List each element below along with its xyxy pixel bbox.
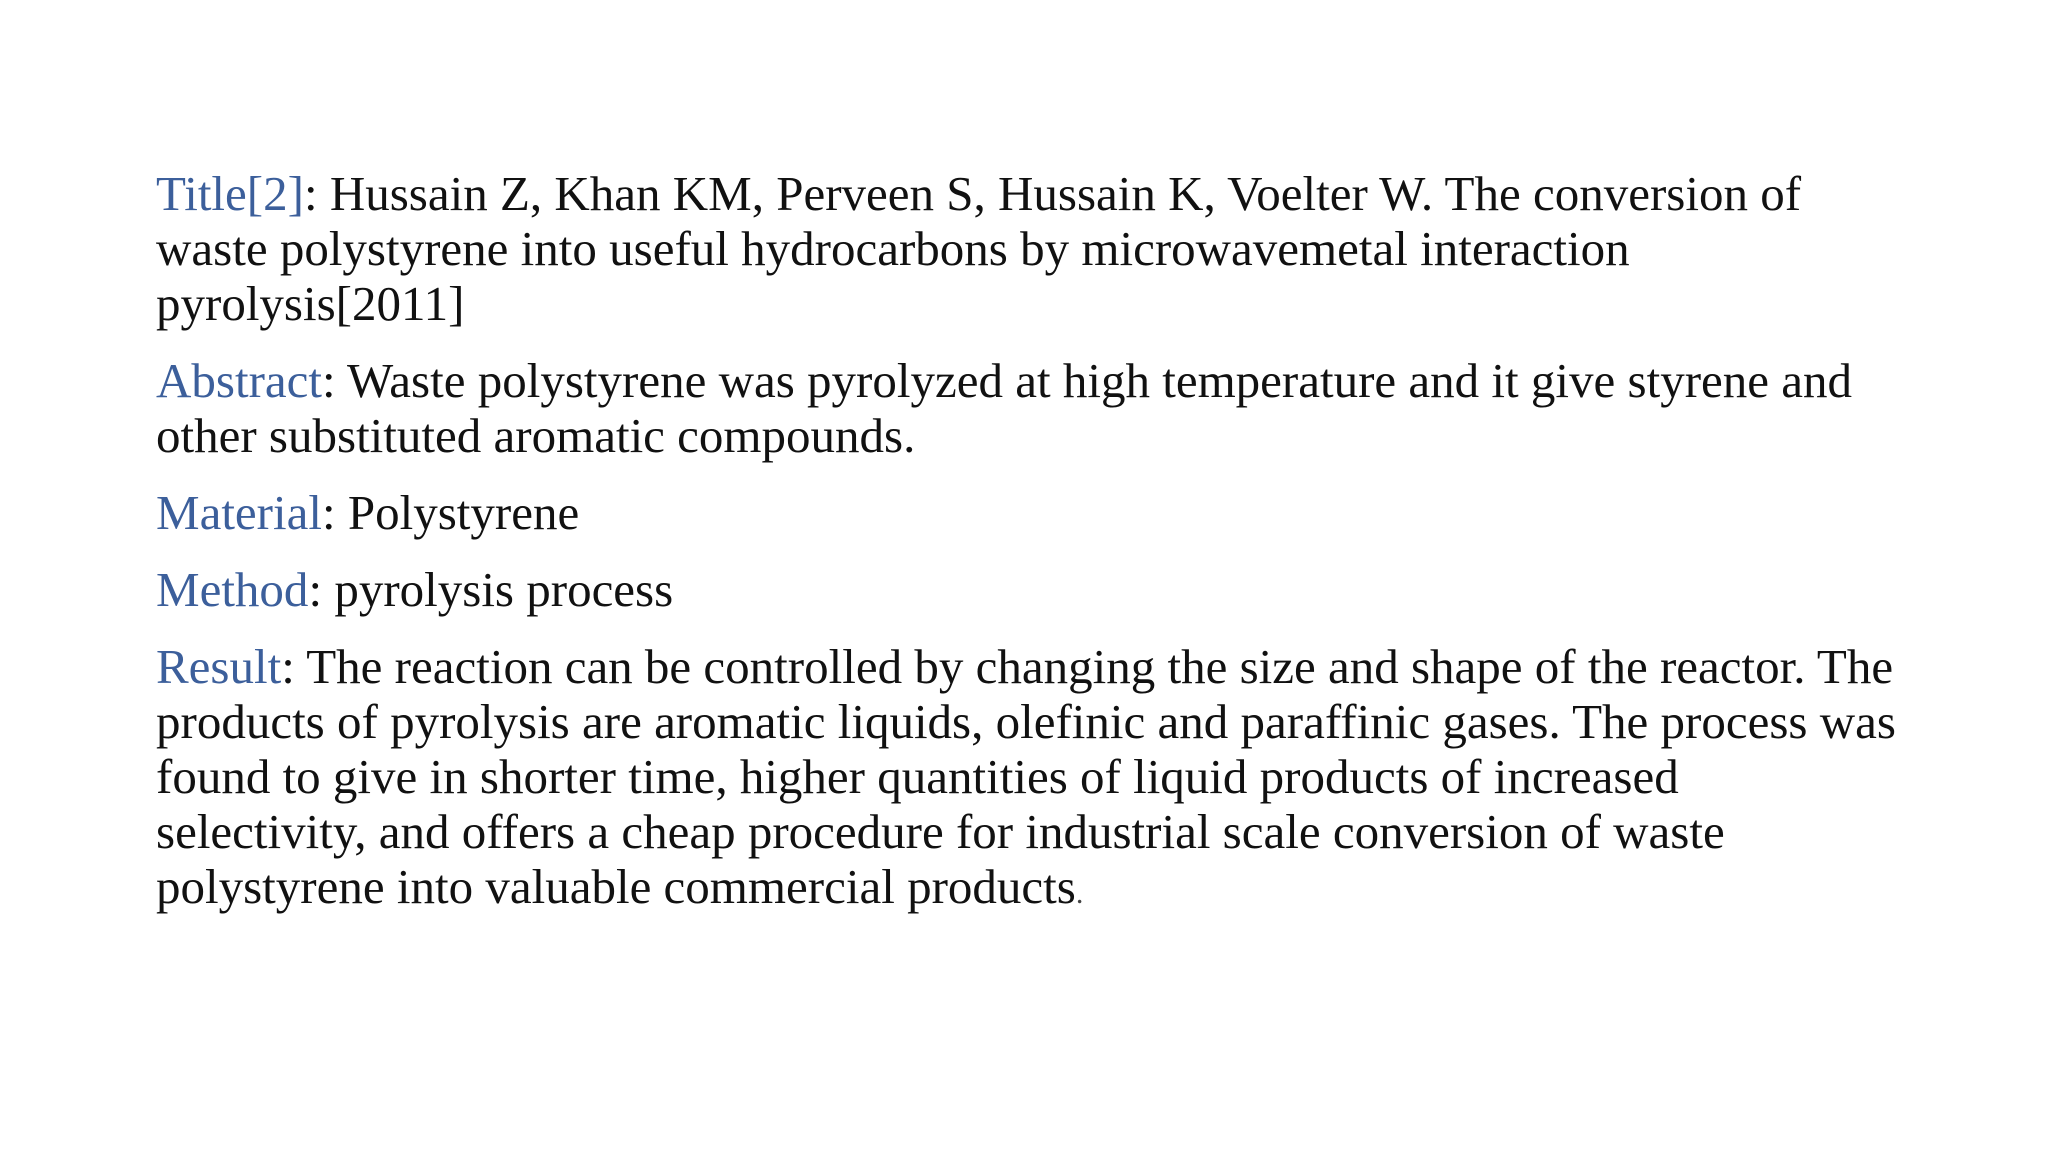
title-text: Hussain Z, Khan KM, Perveen S, Hussain K, Voelter W. The conversion of waste polystyrene into useful hydrocarbons by microwavemetal interaction pyrolysis[2011] xyxy=(156,166,1802,331)
result-separator: : xyxy=(281,639,307,694)
abstract-entry xyxy=(156,353,1896,463)
method-separator: : xyxy=(308,562,335,617)
method-label: Method xyxy=(156,562,309,617)
material-entry xyxy=(156,485,1896,540)
result-period: . xyxy=(1075,877,1084,910)
abstract-separator: : xyxy=(322,353,347,408)
material-text: Polystyrene xyxy=(347,485,580,540)
title-separator: : xyxy=(303,166,330,221)
title-entry xyxy=(156,166,1896,331)
method-entry xyxy=(156,562,1896,617)
result-label: Result xyxy=(156,639,282,694)
abstract-label: Abstract xyxy=(156,353,322,408)
title-label: Title[2] xyxy=(156,166,304,221)
material-separator: : xyxy=(321,485,348,540)
result-text: The reaction can be controlled by changing the size and shape of the reactor. The products of pyrolysis are aromatic liquids, olefinic and paraffinic gases. The process was found to give in shorter time, higher quantities of liquid products of increased selectivity, and offers a cheap procedure for industrial scale conversion of waste polystyrene into valuable commercial products xyxy=(156,639,1896,914)
slide-content xyxy=(156,166,1896,943)
result-entry xyxy=(156,639,1896,921)
method-text: pyrolysis process xyxy=(334,562,674,617)
material-label: Material xyxy=(156,485,322,540)
abstract-text: Waste polystyrene was pyrolyzed at high temperature and it give styrene and other substituted aromatic compounds. xyxy=(156,353,1853,463)
